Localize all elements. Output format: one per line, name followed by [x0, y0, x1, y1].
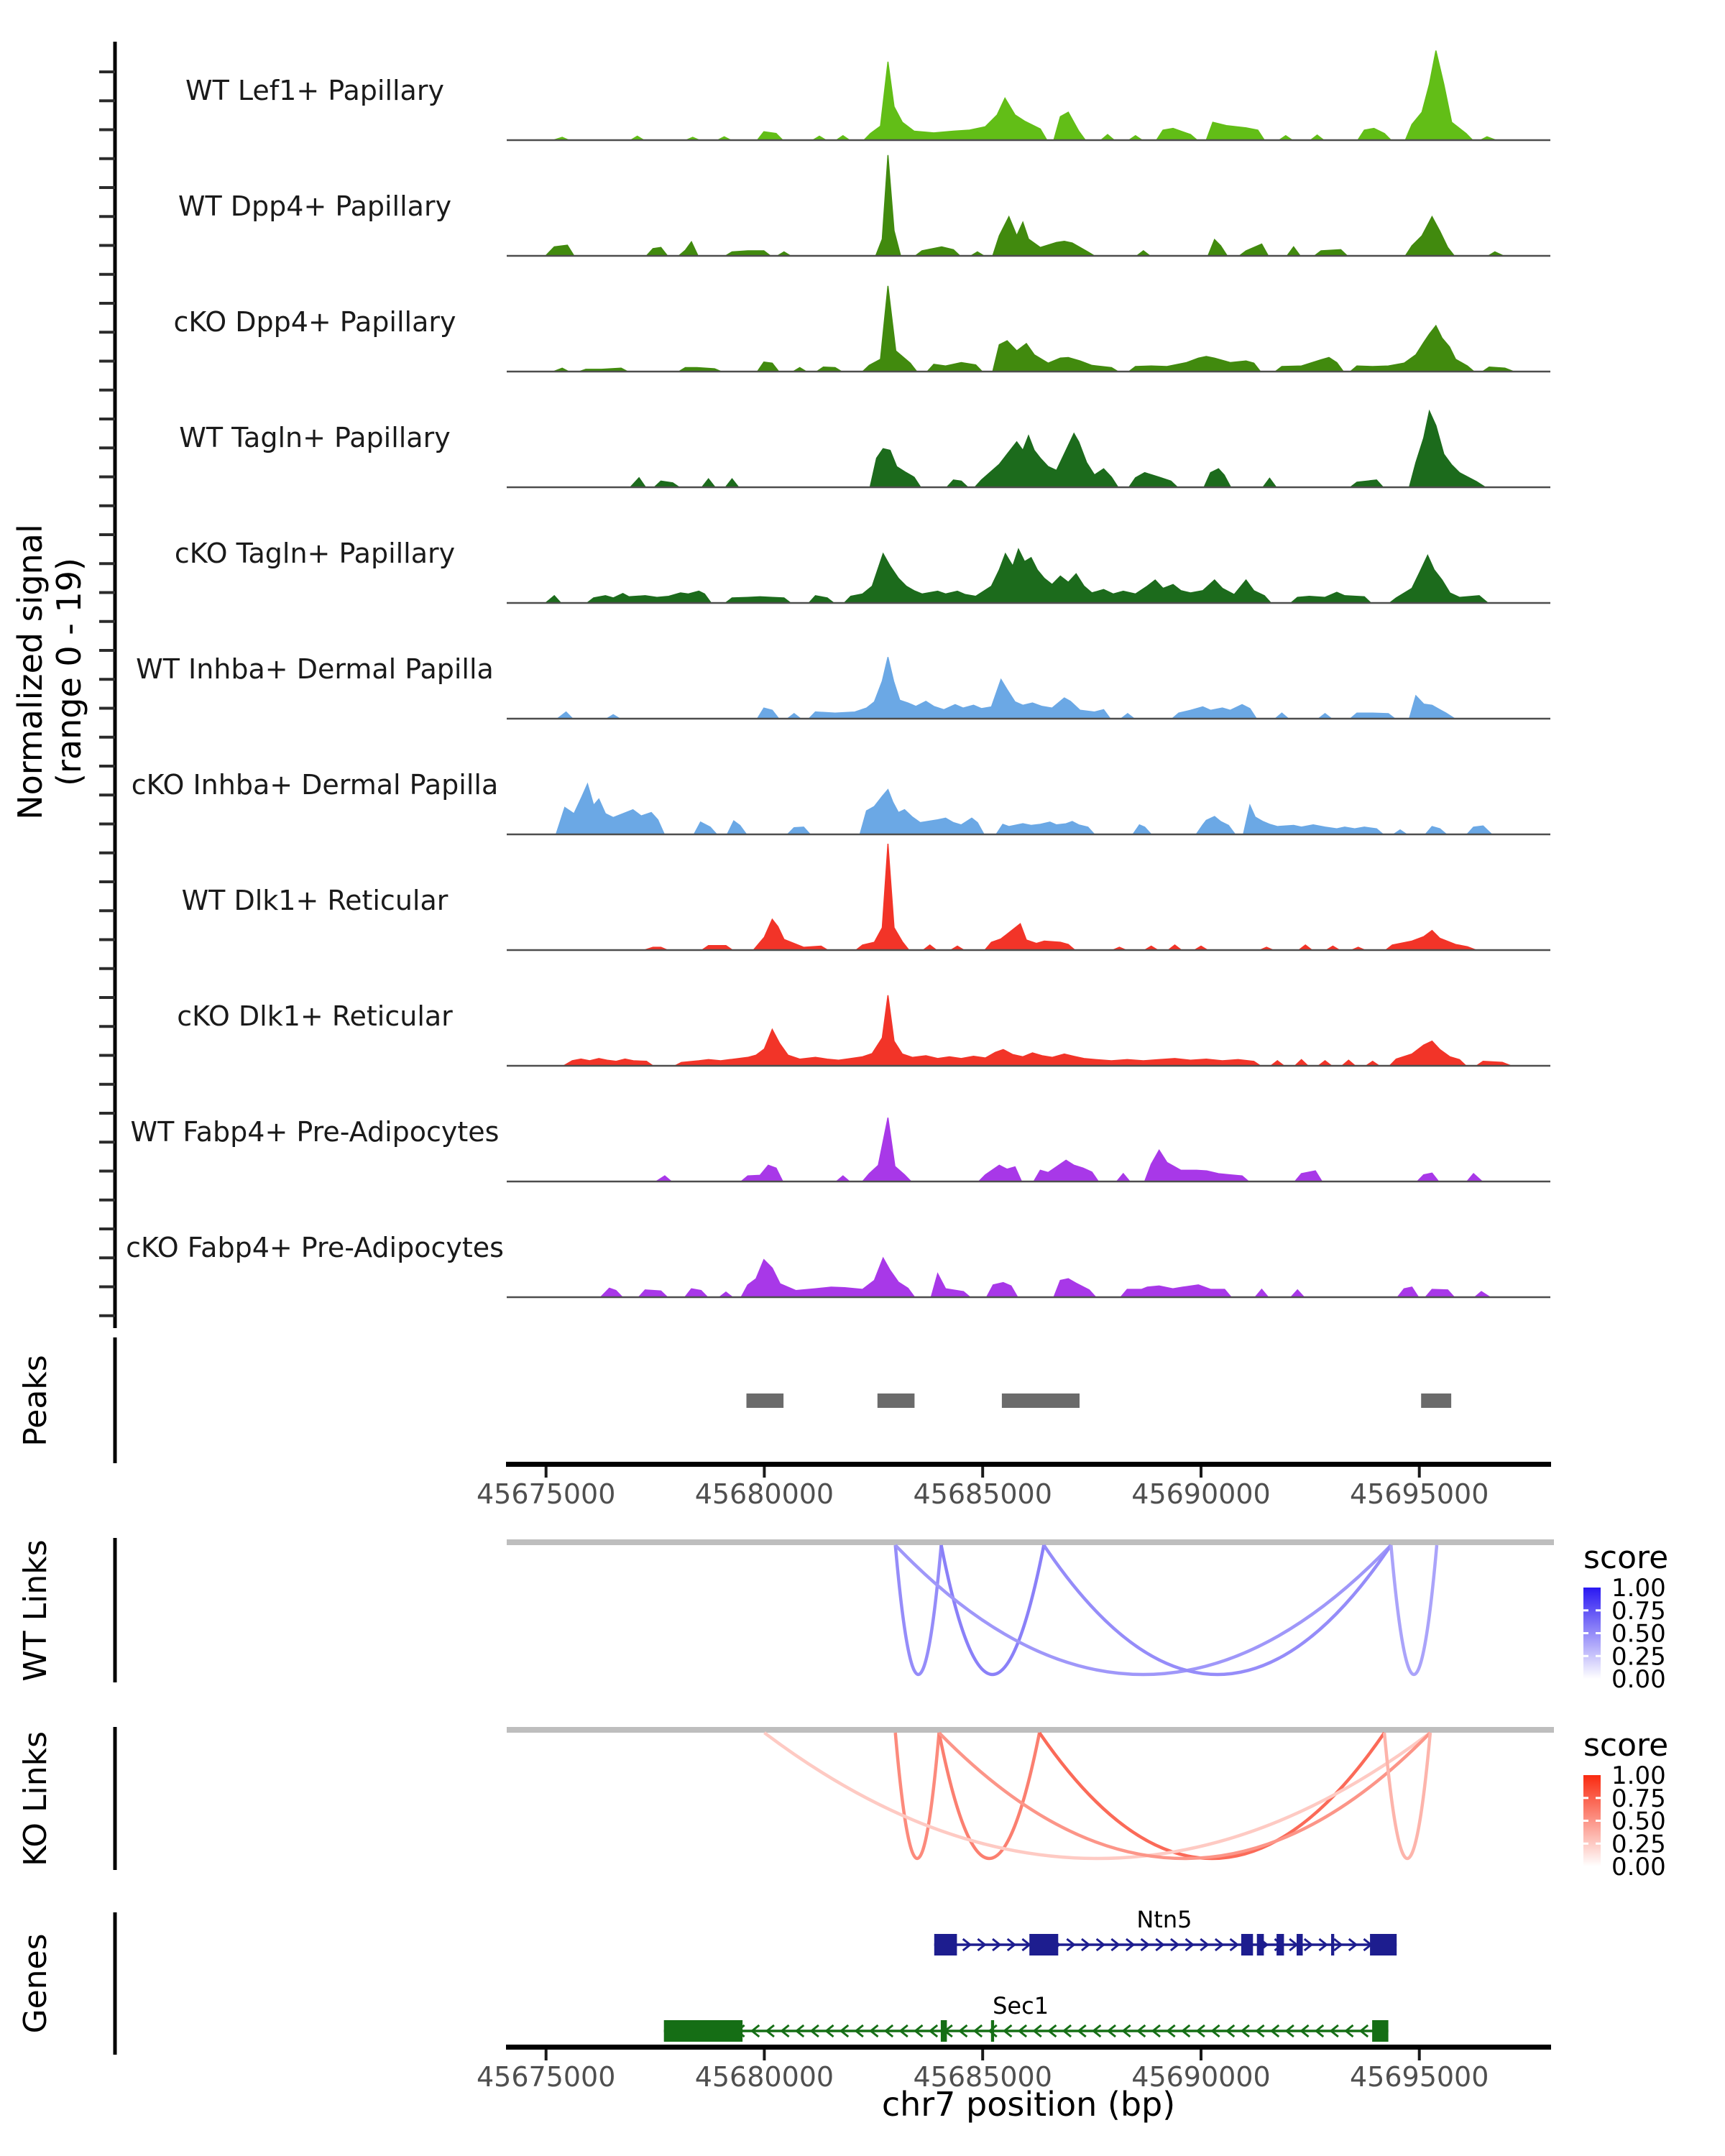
link-arc: [896, 1733, 939, 1858]
legend-tick-label: 0.75: [1611, 1784, 1666, 1813]
peak-region: [1421, 1393, 1451, 1408]
gene-exon: [934, 1934, 957, 1955]
link-arc: [942, 1545, 1044, 1674]
track-area-10: [601, 1258, 1491, 1298]
axis-tick-label: 45685000: [913, 1478, 1052, 1510]
track-label: WT Tagln+ Papillary: [179, 422, 451, 453]
link-arc: [939, 1733, 1040, 1858]
axis-tick-label: 45685000: [913, 2061, 1052, 2093]
gene-exon: [1241, 1934, 1253, 1955]
track-label: cKO Inhba+ Dermal Papilla: [131, 769, 499, 801]
link-arc: [896, 1545, 1392, 1674]
gene-exon: [1370, 1934, 1397, 1955]
link-arc: [1044, 1545, 1391, 1674]
legend-tick-label: 0.50: [1611, 1807, 1666, 1836]
axis-tick-label: 45675000: [476, 2061, 616, 2093]
wt-links-panel: [507, 1539, 1554, 1674]
peak-region: [878, 1393, 915, 1408]
legend-tick-label: 0.75: [1611, 1596, 1666, 1626]
track-label: WT Lef1+ Papillary: [185, 75, 444, 106]
link-arc: [896, 1545, 942, 1674]
legend-tick-label: 0.00: [1611, 1853, 1666, 1881]
x-axis-title: chr7 position (bp): [881, 2085, 1176, 2124]
axis-tick-label: 45680000: [694, 1478, 834, 1510]
axis-tick-label: 45690000: [1131, 2061, 1271, 2093]
track-area-3: [630, 411, 1486, 487]
legend-tick-label: 1.00: [1611, 1574, 1666, 1603]
track-area-1: [546, 155, 1504, 256]
genes-section-label: Genes: [17, 1933, 54, 2034]
track-label: WT Fabp4+ Pre-Adipocytes: [130, 1116, 500, 1148]
links-chromosome-bar: [507, 1539, 1554, 1545]
link-arc: [1391, 1545, 1437, 1674]
track-label: WT Dpp4+ Papillary: [178, 190, 452, 222]
track-label: WT Dlk1+ Reticular: [181, 885, 448, 916]
peak-region: [1002, 1393, 1080, 1408]
gene-name-label: Sec1: [993, 1992, 1049, 2019]
link-arc: [1384, 1733, 1430, 1858]
gene-exon: [1372, 2020, 1389, 2042]
track-label: WT Inhba+ Dermal Papilla: [136, 653, 494, 685]
track-area-2: [553, 286, 1514, 372]
axis-tick-label: 45675000: [476, 1478, 616, 1510]
wt-score-legend-title: score: [1583, 1539, 1669, 1576]
legend-tick-label: 0.25: [1611, 1642, 1666, 1672]
track-area-9: [656, 1118, 1482, 1181]
legend-tick-label: 0.00: [1611, 1665, 1666, 1694]
gene-exon: [941, 2020, 947, 2042]
legend-tick-label: 0.50: [1611, 1619, 1666, 1649]
peaks-section-label: Peaks: [17, 1355, 54, 1447]
gene-exon: [1331, 1934, 1334, 1955]
track-label: cKO Fabp4+ Pre-Adipocytes: [126, 1232, 504, 1263]
track-area-0: [553, 50, 1496, 140]
link-arc: [939, 1733, 1430, 1858]
gene-exon: [1257, 1934, 1264, 1955]
axis-tick-label: 45680000: [694, 2061, 834, 2093]
track-area-8: [564, 995, 1511, 1066]
axis-tick-label: 45690000: [1131, 1478, 1271, 1510]
peaks-track: [747, 1393, 1452, 1408]
track-label: cKO Dpp4+ Papillary: [173, 306, 456, 338]
gene-exon: [1276, 1934, 1284, 1955]
track-area-5: [558, 657, 1455, 719]
gene-exon: [1029, 1934, 1058, 1955]
track-area-6: [556, 784, 1492, 834]
gene-exon: [1297, 1934, 1303, 1955]
track-label: cKO Dlk1+ Reticular: [177, 1000, 453, 1032]
signal-tracks: [126, 50, 1550, 1297]
wt-links-section-label: WT Links: [17, 1539, 54, 1682]
gene-annotations: [664, 1906, 1397, 2042]
axis-bar: [506, 2045, 1551, 2050]
track-area-4: [546, 549, 1488, 603]
gene-exon: [991, 2020, 994, 2042]
ko-links-panel: [507, 1727, 1554, 1858]
genomic-axis-top: [477, 1462, 1551, 1510]
gene-exon: [664, 2020, 742, 2042]
axis-tick-label: 45695000: [1349, 1478, 1489, 1510]
y-axis-title-line1: Normalized signal: [11, 524, 50, 820]
gene-name-label: Ntn5: [1136, 1906, 1192, 1933]
axis-bar: [506, 1462, 1551, 1467]
y-axis: [99, 42, 115, 1328]
links-chromosome-bar: [507, 1727, 1554, 1733]
legend-tick-label: 0.25: [1611, 1830, 1666, 1859]
axis-tick-label: 45695000: [1349, 2061, 1489, 2093]
track-area-7: [644, 844, 1476, 950]
link-arc: [764, 1733, 1430, 1858]
ko-score-legend-title: score: [1583, 1727, 1669, 1764]
ko-links-section-label: KO Links: [17, 1731, 54, 1867]
legend-tick-label: 1.00: [1611, 1761, 1666, 1790]
peak-region: [747, 1393, 784, 1408]
y-axis-title-line2: (range 0 - 19): [50, 558, 88, 786]
track-label: cKO Tagln+ Papillary: [174, 538, 456, 569]
